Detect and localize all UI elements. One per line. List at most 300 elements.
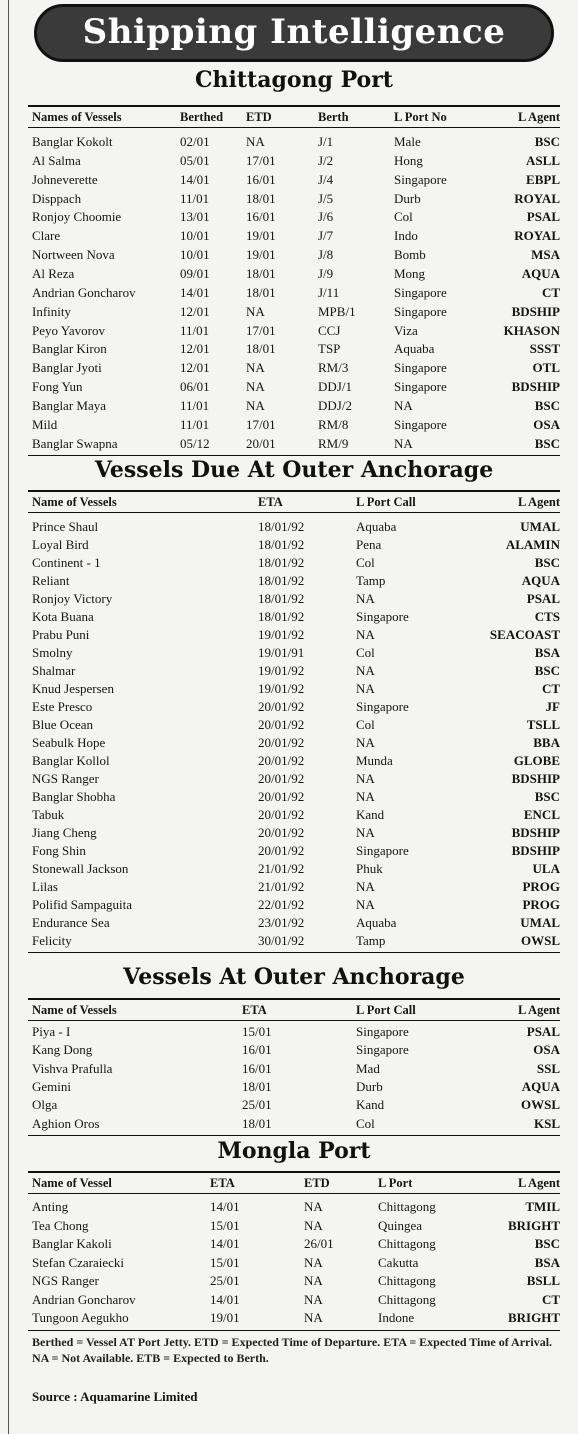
table-cell: 18/01 bbox=[242, 1078, 272, 1094]
table-cell: Blue Ocean bbox=[32, 717, 94, 732]
table-cell: NA bbox=[304, 1199, 323, 1214]
table-row bbox=[28, 662, 560, 680]
table-cell: AQUA bbox=[521, 573, 560, 588]
table-cell: BSC bbox=[534, 1236, 560, 1251]
table-cell: 20/01/92 bbox=[258, 789, 305, 804]
table-cell: UMAL bbox=[520, 915, 560, 930]
table-header bbox=[28, 1174, 560, 1192]
table-row bbox=[28, 680, 560, 698]
table-cell: Indo bbox=[394, 228, 418, 244]
table-row bbox=[28, 152, 560, 170]
table-cell: 11/01 bbox=[180, 190, 210, 206]
table-row bbox=[28, 246, 560, 264]
table-cell: Banglar Shobha bbox=[32, 789, 116, 804]
table-cell: 20/01/92 bbox=[258, 753, 305, 768]
table-cell: BSC bbox=[534, 435, 560, 451]
table-cell: Col bbox=[394, 209, 413, 225]
table-cell: NA bbox=[356, 735, 375, 750]
table-cell: 17/01 bbox=[246, 152, 276, 168]
table-cell: 10/01 bbox=[180, 228, 210, 244]
table-row bbox=[28, 1060, 560, 1078]
table-cell: NA bbox=[356, 591, 375, 606]
table-cell: Singapore bbox=[394, 284, 447, 300]
table-cell: Mong bbox=[394, 265, 426, 281]
table-cell: J/11 bbox=[318, 284, 340, 300]
table-row bbox=[28, 378, 560, 396]
table-cell: 20/01/92 bbox=[258, 735, 305, 750]
table-cell: Peyo Yavorov bbox=[32, 322, 105, 338]
table-row bbox=[28, 397, 560, 415]
table-cell: NA bbox=[246, 134, 265, 149]
table-cell: Kand bbox=[356, 807, 385, 822]
table-cell: 16/01 bbox=[246, 171, 276, 187]
column-header: ETA bbox=[210, 1176, 235, 1190]
section-title: Vessels At Outer Anchorage bbox=[123, 964, 465, 990]
table-cell: BSC bbox=[534, 555, 560, 570]
table-row bbox=[28, 698, 560, 716]
table-cell: Infinity bbox=[32, 303, 71, 319]
table-cell: Mild bbox=[32, 416, 58, 432]
table-cell: OTL bbox=[532, 360, 560, 376]
table-cell: Singapore bbox=[356, 1024, 409, 1039]
table-cell: NA bbox=[304, 1291, 323, 1307]
table-cell: 18/01/92 bbox=[258, 591, 305, 606]
table-cell: CT bbox=[541, 1291, 560, 1307]
table-cell: Kang Dong bbox=[32, 1042, 93, 1058]
header-rule-top bbox=[28, 998, 560, 1000]
table-cell: SEACOAST bbox=[489, 627, 560, 642]
table-header bbox=[28, 108, 560, 126]
table-cell: NA bbox=[246, 379, 265, 395]
column-header: L Port No bbox=[394, 110, 447, 124]
table-row bbox=[28, 518, 560, 536]
table-cell: 11/01 bbox=[180, 416, 210, 432]
table-cell: 18/01/92 bbox=[258, 555, 305, 570]
table-cell: NA bbox=[304, 1273, 323, 1288]
table-cell: BDSHIP bbox=[511, 771, 560, 786]
table-cell: J/4 bbox=[318, 171, 334, 187]
table-cell: J/6 bbox=[318, 209, 334, 225]
table-cell: 17/01 bbox=[246, 322, 276, 338]
table-cell: PROG bbox=[522, 897, 560, 912]
table-cell: Singapore bbox=[394, 171, 447, 187]
table-row bbox=[28, 322, 560, 340]
table-row bbox=[28, 1217, 560, 1235]
table-row bbox=[28, 303, 560, 321]
table-row bbox=[28, 1309, 560, 1327]
table-cell: 05/01 bbox=[180, 152, 210, 168]
source-line: Source : Aquamarine Limited bbox=[32, 1389, 198, 1404]
table-cell: NA bbox=[394, 397, 413, 413]
column-header: ETA bbox=[258, 495, 283, 509]
table-cell: Chittagong bbox=[378, 1236, 436, 1251]
table-row bbox=[28, 1078, 560, 1096]
table-cell: 20/01/92 bbox=[258, 699, 305, 714]
table-cell: Quingea bbox=[378, 1217, 423, 1233]
table-cell: Banglar Kakoli bbox=[32, 1236, 112, 1251]
table-cell: NA bbox=[246, 303, 265, 319]
table-cell: Col bbox=[356, 1115, 375, 1131]
table-row bbox=[28, 878, 560, 896]
column-header: L Port bbox=[378, 1176, 413, 1190]
table-cell: 30/01/92 bbox=[258, 933, 305, 948]
table-cell: NA bbox=[356, 663, 375, 678]
table-cell: Indone bbox=[378, 1310, 415, 1325]
column-header: Names of Vessels bbox=[32, 110, 122, 124]
table-cell: ROYAL bbox=[514, 228, 560, 244]
table-cell: Al Salma bbox=[32, 152, 81, 168]
table-cell: Gemini bbox=[32, 1078, 71, 1094]
table-cell: 20/01/92 bbox=[258, 771, 305, 786]
table-cell: J/9 bbox=[318, 265, 334, 281]
table-cell: NGS Ranger bbox=[32, 1273, 99, 1288]
table-cell: UMAL bbox=[520, 519, 560, 534]
table-cell: BRIGHT bbox=[507, 1217, 560, 1233]
table-cell: 22/01/92 bbox=[258, 897, 305, 912]
table-cell: MPB/1 bbox=[318, 303, 356, 319]
table-cell: CTS bbox=[534, 609, 560, 624]
table-cell: TSP bbox=[318, 341, 341, 357]
table-row bbox=[28, 171, 560, 189]
table-cell: 18/01 bbox=[246, 284, 276, 300]
table-cell: 15/01 bbox=[210, 1217, 240, 1233]
table-cell: Pena bbox=[356, 537, 382, 552]
table-cell: 25/01 bbox=[210, 1273, 240, 1288]
table-cell: BSC bbox=[534, 789, 560, 804]
table-cell: Johneverette bbox=[32, 171, 98, 187]
header-rule-bottom bbox=[28, 512, 560, 513]
table-cell: Aghion Oros bbox=[32, 1115, 100, 1131]
table-cell: 02/01 bbox=[180, 134, 210, 149]
table-rule-bottom bbox=[28, 1330, 560, 1331]
table-cell: Phuk bbox=[356, 861, 383, 876]
table-cell: J/2 bbox=[318, 152, 334, 168]
table-cell: 12/01 bbox=[180, 360, 210, 376]
table-row bbox=[28, 265, 560, 283]
table-cell: Al Reza bbox=[32, 265, 75, 281]
table-row bbox=[28, 1041, 560, 1059]
table-cell: DDJ/1 bbox=[318, 379, 352, 395]
table-cell: 25/01 bbox=[242, 1097, 272, 1113]
table-cell: NGS Ranger bbox=[32, 771, 99, 786]
table-cell: Fong Yun bbox=[32, 379, 83, 395]
table-cell: Viza bbox=[394, 322, 418, 338]
table-cell: 15/01 bbox=[242, 1024, 272, 1039]
table-cell: Singapore bbox=[394, 360, 447, 376]
table-cell: NA bbox=[356, 825, 375, 840]
table-cell: Ronjoy Choomie bbox=[32, 209, 122, 225]
table-cell: AQUA bbox=[521, 265, 560, 281]
table-cell: 14/01 bbox=[210, 1291, 240, 1307]
table-row bbox=[28, 416, 560, 434]
table-cell: SSST bbox=[529, 341, 560, 357]
table-cell: 18/01/92 bbox=[258, 609, 305, 624]
table-cell: 17/01 bbox=[246, 416, 276, 432]
table-cell: Col bbox=[356, 717, 375, 732]
table-cell: 20/01/92 bbox=[258, 843, 305, 858]
column-header: ETD bbox=[246, 110, 272, 124]
table-cell: Singapore bbox=[356, 699, 409, 714]
table-cell: Polifid Sampaguita bbox=[32, 897, 133, 912]
table-cell: RM/9 bbox=[318, 435, 349, 451]
table-cell: 12/01 bbox=[180, 303, 210, 319]
table-cell: Durb bbox=[356, 1078, 383, 1094]
table-row bbox=[28, 626, 560, 644]
table-row bbox=[28, 590, 560, 608]
table-cell: Hong bbox=[394, 152, 423, 168]
table-row bbox=[28, 932, 560, 950]
table-row bbox=[28, 842, 560, 860]
table-cell: BDSHIP bbox=[511, 825, 560, 840]
table-cell: 20/01/92 bbox=[258, 825, 305, 840]
table-cell: Chittagong bbox=[378, 1291, 436, 1307]
table-cell: Reliant bbox=[32, 573, 70, 588]
table-row bbox=[28, 860, 560, 878]
table-cell: PSAL bbox=[526, 591, 560, 606]
table-cell: 10/01 bbox=[180, 247, 210, 263]
table-cell: 09/01 bbox=[180, 265, 210, 281]
table-cell: 20/01/92 bbox=[258, 807, 305, 822]
column-header: Berthed bbox=[180, 110, 224, 124]
table-cell: NA bbox=[356, 771, 375, 786]
table-row bbox=[28, 359, 560, 377]
table-cell: Cakutta bbox=[378, 1254, 419, 1270]
table-cell: 16/01 bbox=[246, 209, 276, 225]
table-row bbox=[28, 284, 560, 302]
table-cell: NA bbox=[304, 1254, 323, 1270]
table-cell: Tamp bbox=[356, 933, 386, 948]
table-cell: Male bbox=[394, 134, 421, 149]
table-row bbox=[28, 1235, 560, 1253]
table-cell: BSC bbox=[534, 134, 560, 149]
table-row bbox=[28, 190, 560, 208]
table-cell: BRIGHT bbox=[507, 1310, 560, 1325]
table-row bbox=[28, 572, 560, 590]
table-cell: MSA bbox=[531, 247, 560, 263]
table-cell: BSLL bbox=[526, 1273, 560, 1288]
table-row bbox=[28, 340, 560, 358]
table-cell: NA bbox=[356, 681, 375, 696]
section-title: Chittagong Port bbox=[195, 67, 393, 93]
table-row bbox=[28, 770, 560, 788]
table-row bbox=[28, 133, 560, 151]
footnote: Berthed = Vessel AT Port Jetty. ETD = Expected Time of Departure. ETA = Expected Time of Arrival. NA = Not Available. ETB = Expected to Berth. bbox=[32, 1335, 553, 1365]
table-cell: ENCL bbox=[523, 807, 560, 822]
table-cell: TSLL bbox=[526, 717, 560, 732]
section-title: Vessels Due At Outer Anchorage bbox=[94, 457, 494, 483]
table-cell: Olga bbox=[32, 1097, 58, 1113]
header-rule-bottom bbox=[28, 1020, 560, 1021]
table-cell: Singapore bbox=[394, 303, 447, 319]
column-header: L Port Call bbox=[356, 495, 416, 509]
table-cell: Stefan Czaraiecki bbox=[32, 1254, 125, 1270]
table-cell: OWSL bbox=[520, 1097, 560, 1113]
section-title: Mongla Port bbox=[217, 1138, 371, 1164]
table-cell: 19/01/92 bbox=[258, 627, 305, 642]
table-cell: J/8 bbox=[318, 247, 334, 263]
table-cell: RM/3 bbox=[318, 360, 349, 376]
table-row bbox=[28, 1254, 560, 1272]
table-row bbox=[28, 824, 560, 842]
table-cell: Loyal Bird bbox=[32, 537, 89, 552]
table-cell: 14/01 bbox=[180, 171, 210, 187]
table-cell: JF bbox=[545, 699, 560, 714]
banner-title: Shipping Intelligence bbox=[34, 4, 554, 62]
table-cell: Chittagong bbox=[378, 1273, 436, 1288]
table-row bbox=[28, 752, 560, 770]
table-header bbox=[28, 1001, 560, 1019]
table-cell: OSA bbox=[533, 416, 560, 432]
table-cell: Banglar Jyoti bbox=[32, 360, 102, 376]
table-cell: 23/01/92 bbox=[258, 915, 305, 930]
table-cell: Singapore bbox=[394, 379, 447, 395]
table-cell: Continent - 1 bbox=[32, 555, 101, 570]
table-cell: NA bbox=[356, 897, 375, 912]
table-row bbox=[28, 788, 560, 806]
column-header: L Agent bbox=[517, 110, 560, 124]
table-row bbox=[28, 896, 560, 914]
table-cell: Durb bbox=[394, 190, 421, 206]
table-cell: Tamp bbox=[356, 573, 386, 588]
table-cell: GLOBE bbox=[513, 753, 560, 768]
table-cell: Munda bbox=[356, 753, 393, 768]
table-row bbox=[28, 208, 560, 226]
table-cell: Kand bbox=[356, 1097, 385, 1113]
table-cell: Tungoon Aegukho bbox=[32, 1310, 129, 1325]
table-cell: 19/01/92 bbox=[258, 663, 305, 678]
table-cell: 20/01 bbox=[246, 435, 276, 451]
table-cell: 16/01 bbox=[242, 1060, 272, 1076]
column-header: Name of Vessels bbox=[32, 1003, 117, 1017]
table-row bbox=[28, 716, 560, 734]
table-cell: 19/01 bbox=[246, 228, 276, 244]
column-header: Name of Vessel bbox=[32, 1176, 112, 1190]
table-cell: Tea Chong bbox=[32, 1217, 89, 1233]
table-cell: TMIL bbox=[525, 1199, 560, 1214]
table-cell: Singapore bbox=[356, 843, 409, 858]
table-cell: Disppach bbox=[32, 190, 82, 206]
table-cell: 05/12 bbox=[180, 435, 210, 451]
table-cell: 18/01/92 bbox=[258, 537, 305, 552]
table-cell: NA bbox=[246, 360, 265, 376]
column-header: Name of Vessels bbox=[32, 495, 117, 509]
table-cell: 14/01 bbox=[180, 284, 210, 300]
table-cell: Chittagong bbox=[378, 1199, 436, 1214]
table-cell: BSA bbox=[534, 1254, 560, 1270]
table-cell: BBA bbox=[533, 735, 560, 750]
table-cell: 06/01 bbox=[180, 379, 210, 395]
column-header: ETD bbox=[304, 1176, 330, 1190]
table-cell: KHASON bbox=[503, 322, 560, 338]
table-cell: BSC bbox=[534, 397, 560, 413]
table-cell: 19/01 bbox=[210, 1310, 240, 1325]
table-cell: Banglar Kiron bbox=[32, 341, 107, 357]
table-cell: PSAL bbox=[526, 209, 560, 225]
table-row bbox=[28, 644, 560, 662]
table-cell: CT bbox=[541, 681, 560, 696]
table-cell: Nortween Nova bbox=[32, 247, 115, 263]
table-cell: BDSHIP bbox=[511, 843, 560, 858]
table-cell: Aquaba bbox=[356, 915, 397, 930]
table-cell: OSA bbox=[533, 1042, 560, 1058]
table-cell: Aquaba bbox=[356, 519, 397, 534]
column-header: L Agent bbox=[517, 495, 560, 509]
table-cell: KSL bbox=[533, 1115, 560, 1131]
table-cell: NA bbox=[246, 397, 265, 413]
table-cell: Singapore bbox=[394, 416, 447, 432]
table-cell: BSA bbox=[534, 645, 560, 660]
table-cell: Fong Shin bbox=[32, 843, 86, 858]
table-cell: ALAMIN bbox=[505, 537, 560, 552]
table-cell: NA bbox=[356, 879, 375, 894]
table-cell: Banglar Maya bbox=[32, 397, 107, 413]
table-cell: ASLL bbox=[526, 152, 560, 168]
table-rule-bottom bbox=[28, 952, 560, 953]
table-cell: 18/01 bbox=[246, 341, 276, 357]
table-cell: 14/01 bbox=[210, 1236, 240, 1251]
column-header: ETA bbox=[242, 1003, 267, 1017]
table-cell: Col bbox=[356, 645, 375, 660]
table-cell: OWSL bbox=[520, 933, 560, 948]
table-row bbox=[28, 806, 560, 824]
table-cell: J/7 bbox=[318, 228, 334, 244]
table-cell: Kota Buana bbox=[32, 609, 94, 624]
table-row bbox=[28, 1291, 560, 1309]
table-cell: Bomb bbox=[394, 247, 426, 263]
table-row bbox=[28, 227, 560, 245]
table-cell: ULA bbox=[532, 861, 560, 876]
table-cell: Col bbox=[356, 555, 375, 570]
column-header: L Agent bbox=[517, 1176, 560, 1190]
table-cell: 21/01/92 bbox=[258, 861, 305, 876]
table-cell: Ronjoy Victory bbox=[32, 591, 113, 606]
table-cell: NA bbox=[304, 1217, 323, 1233]
table-cell: PROG bbox=[522, 879, 560, 894]
table-cell: Stonewall Jackson bbox=[32, 861, 129, 876]
table-cell: Prabu Puni bbox=[32, 627, 90, 642]
table-cell: Endurance Sea bbox=[32, 915, 110, 930]
table-cell: Tabuk bbox=[32, 807, 65, 822]
table-row bbox=[28, 914, 560, 932]
table-cell: Aquaba bbox=[394, 341, 435, 357]
table-cell: 11/01 bbox=[180, 322, 210, 338]
table-cell: Prince Shaul bbox=[32, 519, 99, 534]
column-header: L Agent bbox=[517, 1003, 560, 1017]
table-cell: Jiang Cheng bbox=[32, 825, 97, 840]
table-cell: DDJ/2 bbox=[318, 397, 352, 413]
table-cell: 20/01/92 bbox=[258, 717, 305, 732]
table-row bbox=[28, 1272, 560, 1290]
table-cell: Anting bbox=[32, 1199, 69, 1214]
table-cell: Banglar Kokolt bbox=[32, 134, 113, 149]
table-cell: Mad bbox=[356, 1060, 380, 1076]
table-cell: NA bbox=[356, 627, 375, 642]
table-row bbox=[28, 435, 560, 453]
table-cell: 18/01/92 bbox=[258, 519, 305, 534]
header-rule-top bbox=[28, 490, 560, 492]
table-cell: 18/01/92 bbox=[258, 573, 305, 588]
table-cell: Seabulk Hope bbox=[32, 735, 106, 750]
table-cell: RM/8 bbox=[318, 416, 349, 432]
table-cell: SSL bbox=[536, 1060, 560, 1076]
table-row bbox=[28, 1096, 560, 1114]
table-cell: CCJ bbox=[318, 322, 341, 338]
table-cell: NA bbox=[394, 435, 413, 451]
table-cell: Knud Jespersen bbox=[32, 681, 114, 696]
table-cell: J/1 bbox=[318, 134, 334, 149]
table-cell: Andrian Goncharov bbox=[32, 284, 136, 300]
table-cell: 15/01 bbox=[210, 1254, 240, 1270]
